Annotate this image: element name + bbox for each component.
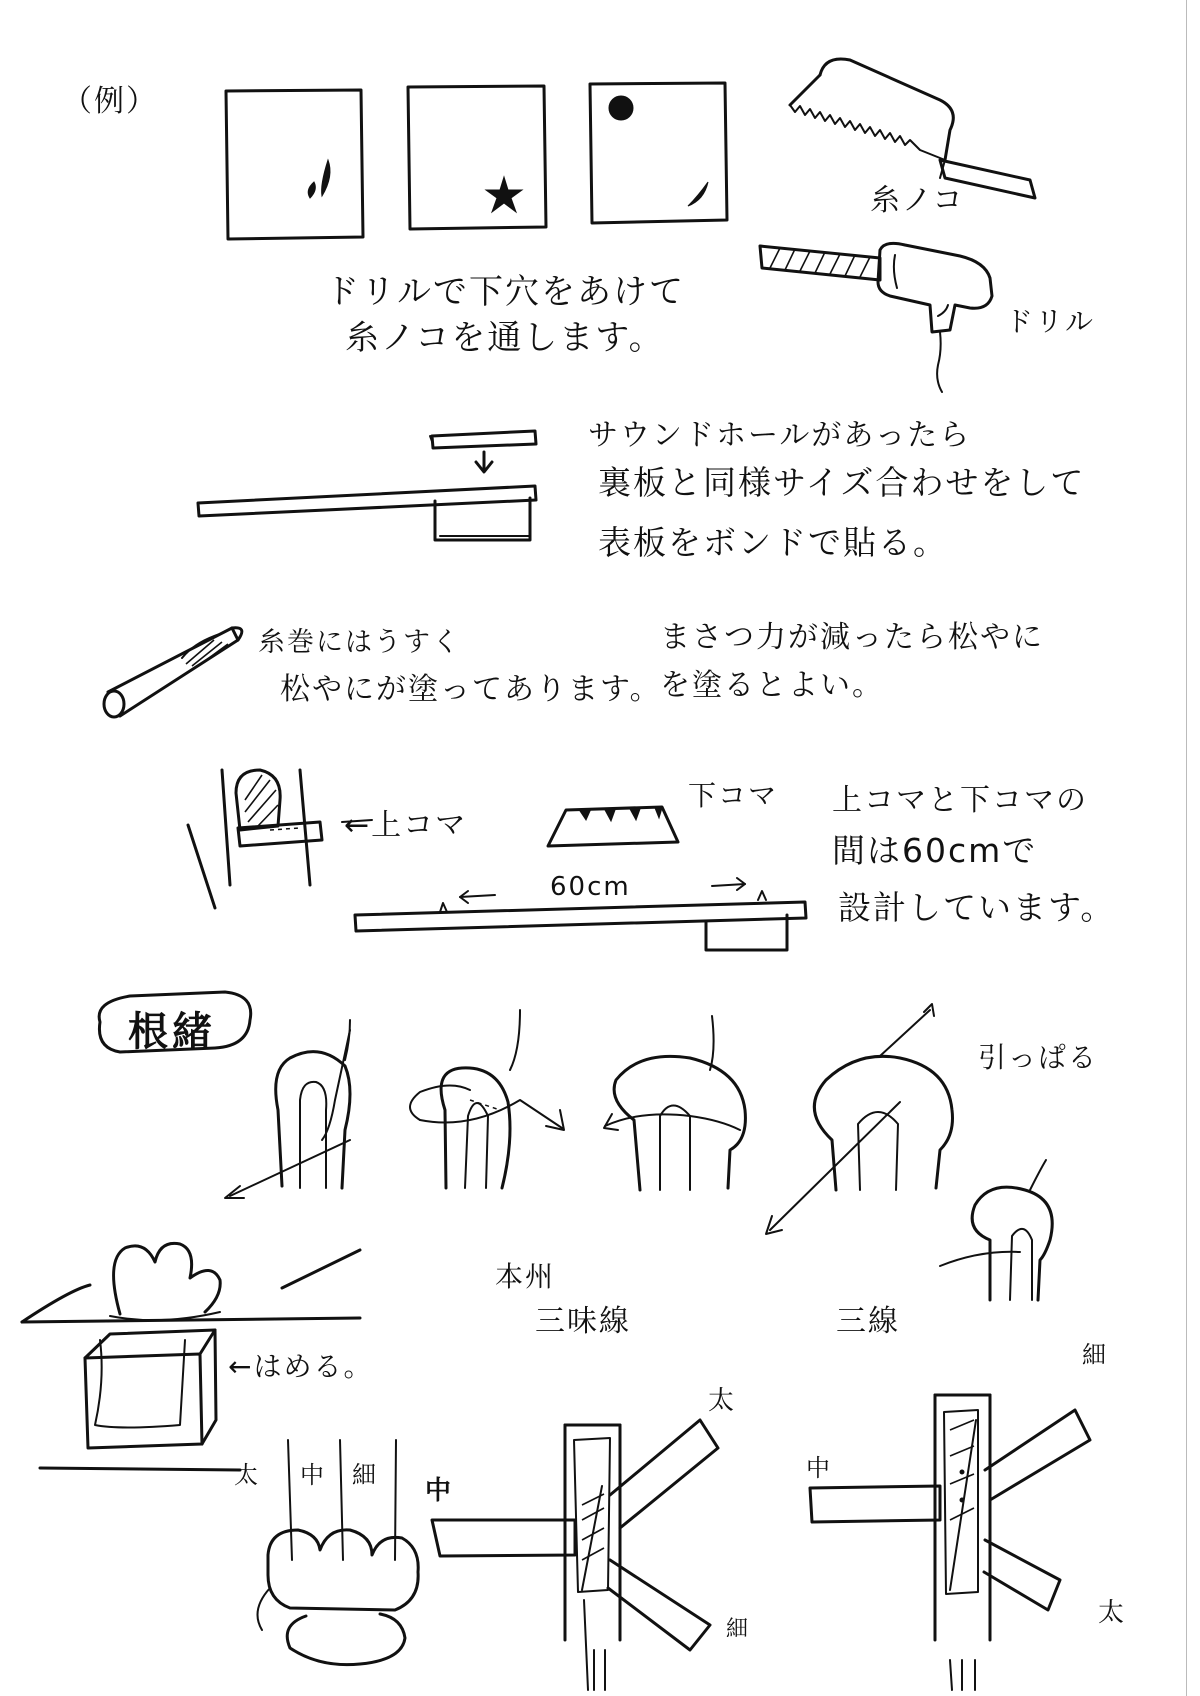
- panel-star-cutout: [408, 86, 546, 229]
- fit-label: ←はめる。: [228, 1350, 374, 1383]
- soundhole-note-line-3: 表板をボンドで貼る。: [598, 523, 948, 562]
- okinawa-label-thick: 太: [1098, 1598, 1127, 1628]
- lower-bridge-drawing: [548, 807, 678, 846]
- panel-circle-cutout: [590, 83, 727, 223]
- okinawa-title: 三線: [836, 1304, 900, 1339]
- friction-tip-line-1: まさつ力が減ったら松やに: [660, 620, 1044, 655]
- soundhole-note-line-2: 裏板と同様サイズ合わせをして: [598, 463, 1086, 502]
- knot-step-5: [940, 1160, 1052, 1300]
- bridge-distance-note-line-3: 設計しています。: [838, 888, 1116, 927]
- honshu-title-line-1: 本州: [495, 1260, 556, 1293]
- string-label-middle: 中: [300, 1461, 326, 1489]
- bridge-distance-note-line-1: 上コマと下コマの: [832, 783, 1088, 818]
- okinawa-label-middle: 中: [806, 1454, 832, 1482]
- soundhole-patch-drawing: [198, 431, 536, 540]
- electric-drill-drawing: [760, 243, 992, 392]
- honshu-shamisen-neck: [432, 1420, 718, 1690]
- string-label-thin: 細: [352, 1461, 378, 1489]
- honshu-label-thick: 太: [708, 1386, 737, 1416]
- knot-step-4: [766, 1004, 953, 1234]
- panel-leaf-cutout: [226, 90, 363, 239]
- tuning-peg-drawing: [104, 628, 242, 717]
- coping-saw-label: 糸ノコ: [870, 183, 965, 218]
- honshu-label-thin: 細: [726, 1617, 751, 1642]
- friction-tip-line-2: を塗るとよい。: [660, 668, 884, 703]
- example-label: （例）: [62, 84, 158, 119]
- drill-label: ドリル: [1005, 305, 1096, 338]
- upper-bridge-label: ←上コマ: [344, 808, 468, 843]
- knot-step-3: [604, 1016, 745, 1190]
- pull-label: 引っぱる: [978, 1041, 1099, 1074]
- okinawa-sanshin-neck: [810, 1395, 1090, 1690]
- knot-title: 根緒: [128, 1009, 216, 1055]
- knot-step-2: [410, 1010, 564, 1188]
- string-label-thick: 太: [234, 1461, 260, 1489]
- peg-rosin-note-line-1: 糸巻にはうすく: [258, 627, 461, 658]
- soundhole-note-line-1: サウンドホールがあったら: [588, 418, 972, 453]
- okinawa-label-thin: 細: [1082, 1341, 1108, 1369]
- lower-bridge-label: 下コマ: [688, 779, 779, 812]
- honshu-label-middle: 中: [425, 1476, 454, 1506]
- drill-caption-line-2: 糸ノコを通します。: [345, 318, 665, 358]
- peg-rosin-note-line-2: 松やにが塗ってあります。: [280, 672, 662, 707]
- knot-step-1: [225, 1020, 350, 1198]
- peg-string-knot-drawing: [258, 1440, 419, 1665]
- honshu-title-line-2: 三味線: [535, 1304, 631, 1339]
- drill-caption-line-1: ドリルで下穴をあけて: [325, 272, 685, 312]
- bridge-distance-note-line-2: 間は60cmで: [832, 831, 1038, 870]
- distance-label: 60cm: [550, 872, 631, 902]
